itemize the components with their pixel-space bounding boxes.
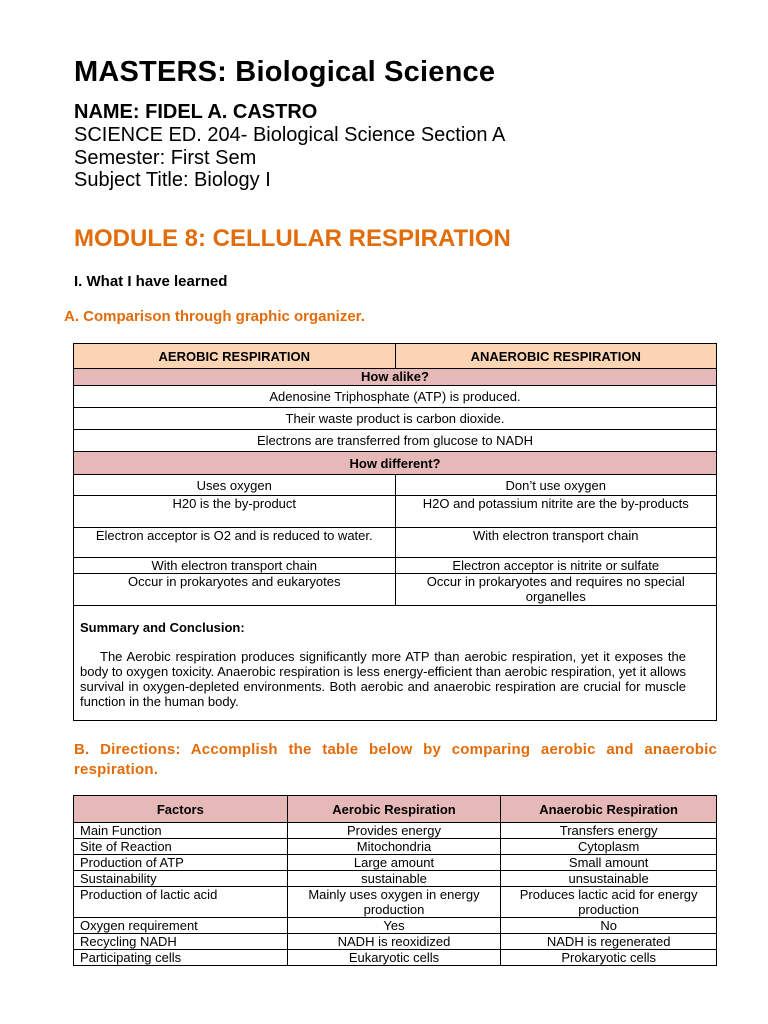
different-row [74,475,717,496]
document-title: MASTERS: Biological Science [74,56,496,88]
table-row [74,918,717,934]
anaerobic-cell: With electron transport chain [395,528,717,558]
anaerobic-cell: Produces lactic acid for energy production [501,887,717,918]
aerobic-cell: NADH is reoxidized [287,934,501,950]
aerobic-cell: With electron transport chain [74,558,396,574]
alike-cell: Adenosine Triphosphate (ATP) is produced. [74,386,717,408]
anaerobic-column-header: ANAEROBIC RESPIRATION [395,344,717,369]
subject-line: Subject Title: Biology I [74,169,271,191]
table-row [74,855,717,871]
anaerobic-cell: Cytoplasm [501,839,717,855]
aerobic-cell: Provides energy [287,823,501,839]
anaerobic-cell: Prokaryotic cells [501,950,717,966]
summary-text: The Aerobic respiration produces significantly more ATP than aerobic respiration, yet it exposes the body to oxygen toxicity. Anaerobic respiration is less energy-efficient than aerobic respiration, yet it allows survival in oxygen-depleted environments. Both aerobic and anaerobic respiration are crucial for muscle function in the human body. [80,649,686,709]
aerobic-cell: Occur in prokaryotes and eukaryotes [74,574,396,606]
anaerobic-cell: Electron acceptor is nitrite or sulfate [395,558,717,574]
alike-cell: Their waste product is carbon dioxide. [74,408,717,430]
factor-cell: Sustainability [74,871,288,887]
anaerobic-cell: Transfers energy [501,823,717,839]
comparison-table [73,343,717,721]
section-b-heading: B. Directions: Accomplish the table below by comparing aerobic and anaerobic respiration. [74,741,717,778]
comparison-header-row [74,344,717,369]
factors-column-header: Factors [74,796,288,823]
different-row [74,558,717,574]
student-name: NAME: FIDEL A. CASTRO [74,101,318,123]
course-line: SCIENCE ED. 204- Biological Science Section A [74,124,506,146]
different-row [74,574,717,606]
table-row [74,839,717,855]
different-row [74,528,717,558]
anaerobic-cell: Small amount [501,855,717,871]
different-heading-row [74,452,717,475]
aerobic-cell: Mainly uses oxygen in energy production [287,887,501,918]
aerobic-column-header: Aerobic Respiration [287,796,501,823]
aerobic-cell: H20 is the by-product [74,496,396,528]
anaerobic-cell: unsustainable [501,871,717,887]
table-row [74,887,717,918]
section-heading-learned: I. What I have learned [74,273,228,290]
table-row [74,823,717,839]
module-title: MODULE 8: CELLULAR RESPIRATION [74,225,511,252]
alike-heading-row [74,369,717,386]
table-row [74,950,717,966]
alike-heading: How alike? [74,369,717,386]
anaerobic-cell: H2O and potassium nitrite are the by-products [395,496,717,528]
factor-cell: Oxygen requirement [74,918,288,934]
summary-row [74,606,717,721]
aerobic-cell: Electron acceptor is O2 and is reduced to water. [74,528,396,558]
alike-row [74,408,717,430]
factor-cell: Production of lactic acid [74,887,288,918]
anaerobic-cell: Occur in prokaryotes and requires no special organelles [395,574,717,606]
anaerobic-cell: NADH is regenerated [501,934,717,950]
factor-cell: Production of ATP [74,855,288,871]
anaerobic-column-header: Anaerobic Respiration [501,796,717,823]
aerobic-cell: Mitochondria [287,839,501,855]
aerobic-cell: Uses oxygen [74,475,396,496]
alike-row [74,430,717,452]
table-row [74,871,717,887]
summary-cell [74,606,717,721]
factors-header-row [74,796,717,823]
anaerobic-cell: No [501,918,717,934]
alike-row [74,386,717,408]
factor-cell: Site of Reaction [74,839,288,855]
aerobic-cell: Eukaryotic cells [287,950,501,966]
table-row [74,934,717,950]
aerobic-cell: Large amount [287,855,501,871]
anaerobic-cell: Don’t use oxygen [395,475,717,496]
factor-cell: Main Function [74,823,288,839]
aerobic-column-header: AEROBIC RESPIRATION [74,344,396,369]
alike-cell: Electrons are transferred from glucose to NADH [74,430,717,452]
different-heading: How different? [74,452,717,475]
different-row [74,496,717,528]
semester-line: Semester: First Sem [74,147,257,169]
aerobic-cell: Yes [287,918,501,934]
factor-cell: Participating cells [74,950,288,966]
aerobic-cell: sustainable [287,871,501,887]
summary-title: Summary and Conclusion: [80,620,245,635]
factor-cell: Recycling NADH [74,934,288,950]
factors-table [73,795,717,966]
section-a-heading: A. Comparison through graphic organizer. [64,308,365,325]
